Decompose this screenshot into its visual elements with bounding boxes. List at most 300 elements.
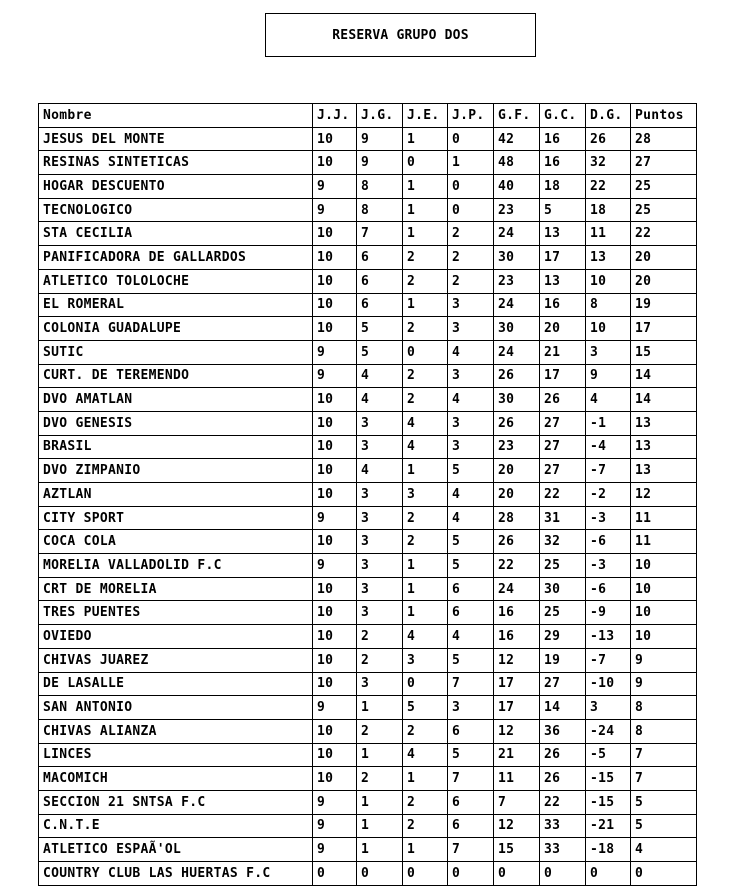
header-puntos: Puntos [631,104,697,128]
team-name-cell: DE LASALLE [39,672,313,696]
gc-cell: 21 [540,340,586,364]
team-name-cell: CITY SPORT [39,506,313,530]
gc-cell: 32 [540,530,586,554]
jg-cell: 3 [357,601,403,625]
gc-cell: 36 [540,719,586,743]
jj-cell: 10 [313,767,357,791]
je-cell: 1 [403,577,448,601]
je-cell: 2 [403,530,448,554]
gf-cell: 42 [494,127,540,151]
jj-cell: 10 [313,246,357,270]
jj-cell: 9 [313,696,357,720]
dg-cell: 4 [586,388,631,412]
standings-table [38,103,697,886]
gc-cell: 25 [540,554,586,578]
dg-cell: -2 [586,483,631,507]
gc-cell: 27 [540,435,586,459]
jp-cell: 5 [448,459,494,483]
header-jg: J.G. [357,104,403,128]
jp-cell: 6 [448,790,494,814]
jg-cell: 3 [357,483,403,507]
jj-cell: 10 [313,719,357,743]
dg-cell: -13 [586,625,631,649]
table-row [39,175,697,199]
jg-cell: 6 [357,293,403,317]
jg-cell: 0 [357,862,403,886]
je-cell: 2 [403,364,448,388]
jp-cell: 4 [448,625,494,649]
gc-cell: 31 [540,506,586,530]
jj-cell: 10 [313,743,357,767]
header-jj: J.J. [313,104,357,128]
jj-cell: 10 [313,672,357,696]
points-cell: 13 [631,411,697,435]
jj-cell: 9 [313,340,357,364]
gc-cell: 16 [540,127,586,151]
gc-cell: 16 [540,151,586,175]
table-row [39,483,697,507]
table-row [39,459,697,483]
je-cell: 2 [403,317,448,341]
gf-cell: 24 [494,340,540,364]
jg-cell: 6 [357,246,403,270]
points-cell: 13 [631,435,697,459]
gf-cell: 26 [494,530,540,554]
dg-cell: -18 [586,838,631,862]
jp-cell: 5 [448,648,494,672]
team-name-cell: TRES PUENTES [39,601,313,625]
table-row [39,838,697,862]
gc-cell: 18 [540,175,586,199]
jj-cell: 10 [313,625,357,649]
gf-cell: 24 [494,577,540,601]
je-cell: 4 [403,435,448,459]
jg-cell: 3 [357,577,403,601]
jp-cell: 0 [448,127,494,151]
jp-cell: 0 [448,198,494,222]
jp-cell: 6 [448,601,494,625]
table-row [39,862,697,886]
header-je: J.E. [403,104,448,128]
table-row [39,364,697,388]
je-cell: 2 [403,246,448,270]
jg-cell: 3 [357,506,403,530]
jj-cell: 10 [313,269,357,293]
gf-cell: 48 [494,151,540,175]
jj-cell: 10 [313,388,357,412]
je-cell: 1 [403,293,448,317]
team-name-cell: STA CECILIA [39,222,313,246]
jj-cell: 9 [313,790,357,814]
team-name-cell: HOGAR DESCUENTO [39,175,313,199]
jg-cell: 1 [357,838,403,862]
dg-cell: -6 [586,577,631,601]
je-cell: 1 [403,601,448,625]
gf-cell: 23 [494,269,540,293]
points-cell: 14 [631,388,697,412]
jj-cell: 10 [313,127,357,151]
dg-cell: 3 [586,340,631,364]
points-cell: 14 [631,364,697,388]
table-header [39,104,697,128]
points-cell: 25 [631,175,697,199]
team-name-cell: CHIVAS JUAREZ [39,648,313,672]
table-row [39,577,697,601]
table-row [39,198,697,222]
gc-cell: 5 [540,198,586,222]
jg-cell: 7 [357,222,403,246]
points-cell: 20 [631,246,697,270]
points-cell: 13 [631,459,697,483]
jj-cell: 10 [313,601,357,625]
je-cell: 1 [403,767,448,791]
points-cell: 11 [631,530,697,554]
points-cell: 28 [631,127,697,151]
jp-cell: 7 [448,672,494,696]
jg-cell: 1 [357,696,403,720]
je-cell: 4 [403,411,448,435]
gf-cell: 20 [494,483,540,507]
gc-cell: 13 [540,269,586,293]
jg-cell: 3 [357,672,403,696]
gf-cell: 30 [494,246,540,270]
points-cell: 10 [631,601,697,625]
dg-cell: -5 [586,743,631,767]
table-row [39,411,697,435]
jp-cell: 3 [448,317,494,341]
dg-cell: -9 [586,601,631,625]
jj-cell: 10 [313,483,357,507]
table-row [39,625,697,649]
team-name-cell: COUNTRY CLUB LAS HUERTAS F.C [39,862,313,886]
dg-cell: 18 [586,198,631,222]
jg-cell: 2 [357,648,403,672]
table-row [39,743,697,767]
team-name-cell: DVO GENESIS [39,411,313,435]
je-cell: 1 [403,222,448,246]
points-cell: 22 [631,222,697,246]
gc-cell: 22 [540,483,586,507]
jp-cell: 5 [448,743,494,767]
dg-cell: 3 [586,696,631,720]
je-cell: 2 [403,269,448,293]
team-name-cell: SAN ANTONIO [39,696,313,720]
points-cell: 9 [631,648,697,672]
points-cell: 8 [631,719,697,743]
points-cell: 11 [631,506,697,530]
gf-cell: 26 [494,364,540,388]
jp-cell: 2 [448,222,494,246]
points-cell: 10 [631,625,697,649]
jj-cell: 0 [313,862,357,886]
team-name-cell: SECCION 21 SNTSA F.C [39,790,313,814]
jg-cell: 1 [357,790,403,814]
jg-cell: 2 [357,625,403,649]
gf-cell: 0 [494,862,540,886]
jg-cell: 8 [357,198,403,222]
dg-cell: -10 [586,672,631,696]
jj-cell: 9 [313,814,357,838]
gf-cell: 23 [494,198,540,222]
gc-cell: 14 [540,696,586,720]
table-row [39,317,697,341]
team-name-cell: DVO ZIMPANIO [39,459,313,483]
jj-cell: 10 [313,222,357,246]
table-row [39,246,697,270]
je-cell: 3 [403,483,448,507]
points-cell: 27 [631,151,697,175]
dg-cell: -15 [586,767,631,791]
points-cell: 7 [631,743,697,767]
team-name-cell: MORELIA VALLADOLID F.C [39,554,313,578]
jj-cell: 9 [313,364,357,388]
dg-cell: -15 [586,790,631,814]
jp-cell: 5 [448,554,494,578]
points-cell: 0 [631,862,697,886]
team-name-cell: ATLETICO TOLOLOCHE [39,269,313,293]
team-name-cell: AZTLAN [39,483,313,507]
je-cell: 1 [403,838,448,862]
team-name-cell: LINCES [39,743,313,767]
header-nombre: Nombre [39,104,313,128]
dg-cell: 8 [586,293,631,317]
team-name-cell: COCA COLA [39,530,313,554]
jg-cell: 3 [357,554,403,578]
gf-cell: 24 [494,293,540,317]
table-row [39,293,697,317]
gc-cell: 26 [540,388,586,412]
points-cell: 12 [631,483,697,507]
gc-cell: 27 [540,411,586,435]
jg-cell: 4 [357,388,403,412]
je-cell: 3 [403,648,448,672]
gc-cell: 22 [540,790,586,814]
table-row [39,530,697,554]
gc-cell: 13 [540,222,586,246]
team-name-cell: CURT. DE TEREMENDO [39,364,313,388]
gf-cell: 22 [494,554,540,578]
jj-cell: 9 [313,838,357,862]
gf-cell: 17 [494,672,540,696]
points-cell: 8 [631,696,697,720]
jp-cell: 5 [448,530,494,554]
jp-cell: 0 [448,175,494,199]
je-cell: 1 [403,175,448,199]
team-name-cell: MACOMICH [39,767,313,791]
table-row [39,719,697,743]
header-row [39,104,697,128]
gc-cell: 33 [540,814,586,838]
jg-cell: 9 [357,127,403,151]
gc-cell: 33 [540,838,586,862]
gc-cell: 20 [540,317,586,341]
jj-cell: 9 [313,198,357,222]
jp-cell: 7 [448,767,494,791]
table-row [39,435,697,459]
points-cell: 15 [631,340,697,364]
jj-cell: 10 [313,459,357,483]
gc-cell: 26 [540,743,586,767]
jj-cell: 10 [313,293,357,317]
je-cell: 5 [403,696,448,720]
points-cell: 5 [631,814,697,838]
jg-cell: 2 [357,719,403,743]
dg-cell: 13 [586,246,631,270]
jj-cell: 10 [313,151,357,175]
jj-cell: 9 [313,554,357,578]
gc-cell: 17 [540,246,586,270]
team-name-cell: TECNOLOGICO [39,198,313,222]
gf-cell: 16 [494,601,540,625]
table-row [39,127,697,151]
points-cell: 10 [631,554,697,578]
gf-cell: 30 [494,317,540,341]
gc-cell: 25 [540,601,586,625]
gf-cell: 12 [494,648,540,672]
gf-cell: 7 [494,790,540,814]
table-row [39,672,697,696]
dg-cell: -7 [586,459,631,483]
gf-cell: 26 [494,411,540,435]
je-cell: 2 [403,506,448,530]
team-name-cell: JESUS DEL MONTE [39,127,313,151]
gf-cell: 21 [494,743,540,767]
table-row [39,790,697,814]
je-cell: 0 [403,340,448,364]
team-name-cell: RESINAS SINTETICAS [39,151,313,175]
jj-cell: 10 [313,530,357,554]
gc-cell: 17 [540,364,586,388]
jp-cell: 4 [448,483,494,507]
jg-cell: 5 [357,317,403,341]
jp-cell: 3 [448,435,494,459]
dg-cell: 32 [586,151,631,175]
page-title: RESERVA GRUPO DOS [265,13,536,57]
table-row [39,767,697,791]
jp-cell: 3 [448,696,494,720]
je-cell: 0 [403,151,448,175]
je-cell: 1 [403,459,448,483]
points-cell: 7 [631,767,697,791]
jp-cell: 4 [448,388,494,412]
team-name-cell: PANIFICADORA DE GALLARDOS [39,246,313,270]
dg-cell: 26 [586,127,631,151]
table-row [39,648,697,672]
gf-cell: 17 [494,696,540,720]
points-cell: 17 [631,317,697,341]
gc-cell: 16 [540,293,586,317]
gf-cell: 23 [494,435,540,459]
gf-cell: 40 [494,175,540,199]
gc-cell: 27 [540,672,586,696]
table-row [39,222,697,246]
je-cell: 2 [403,719,448,743]
je-cell: 2 [403,388,448,412]
je-cell: 1 [403,198,448,222]
gc-cell: 29 [540,625,586,649]
jg-cell: 5 [357,340,403,364]
team-name-cell: EL ROMERAL [39,293,313,317]
points-cell: 5 [631,790,697,814]
jj-cell: 9 [313,175,357,199]
dg-cell: -3 [586,506,631,530]
jg-cell: 8 [357,175,403,199]
gf-cell: 12 [494,719,540,743]
jg-cell: 4 [357,364,403,388]
dg-cell: 9 [586,364,631,388]
dg-cell: -24 [586,719,631,743]
gf-cell: 30 [494,388,540,412]
jg-cell: 1 [357,814,403,838]
table-row [39,696,697,720]
jj-cell: 10 [313,435,357,459]
je-cell: 4 [403,743,448,767]
team-name-cell: OVIEDO [39,625,313,649]
je-cell: 1 [403,554,448,578]
jg-cell: 1 [357,743,403,767]
points-cell: 19 [631,293,697,317]
dg-cell: -3 [586,554,631,578]
jp-cell: 0 [448,862,494,886]
gf-cell: 12 [494,814,540,838]
gc-cell: 0 [540,862,586,886]
dg-cell: 10 [586,317,631,341]
jp-cell: 6 [448,577,494,601]
gf-cell: 20 [494,459,540,483]
header-dg: D.G. [586,104,631,128]
team-name-cell: CRT DE MORELIA [39,577,313,601]
table-row [39,506,697,530]
gc-cell: 27 [540,459,586,483]
jj-cell: 10 [313,411,357,435]
points-cell: 25 [631,198,697,222]
je-cell: 1 [403,127,448,151]
jp-cell: 2 [448,269,494,293]
gc-cell: 26 [540,767,586,791]
dg-cell: -1 [586,411,631,435]
gf-cell: 16 [494,625,540,649]
jp-cell: 1 [448,151,494,175]
jp-cell: 4 [448,340,494,364]
table-body [39,127,697,885]
team-name-cell: SUTIC [39,340,313,364]
jg-cell: 9 [357,151,403,175]
table-row [39,601,697,625]
dg-cell: 22 [586,175,631,199]
team-name-cell: ATLETICO ESPAÃ'OL [39,838,313,862]
jp-cell: 3 [448,364,494,388]
header-gf: G.F. [494,104,540,128]
dg-cell: 11 [586,222,631,246]
je-cell: 4 [403,625,448,649]
table-row [39,151,697,175]
gf-cell: 15 [494,838,540,862]
jj-cell: 10 [313,317,357,341]
dg-cell: -4 [586,435,631,459]
jp-cell: 3 [448,293,494,317]
team-name-cell: CHIVAS ALIANZA [39,719,313,743]
jp-cell: 7 [448,838,494,862]
je-cell: 0 [403,862,448,886]
jp-cell: 3 [448,411,494,435]
points-cell: 4 [631,838,697,862]
points-cell: 10 [631,577,697,601]
jg-cell: 2 [357,767,403,791]
jg-cell: 6 [357,269,403,293]
jg-cell: 3 [357,411,403,435]
table-row [39,269,697,293]
table-row [39,554,697,578]
